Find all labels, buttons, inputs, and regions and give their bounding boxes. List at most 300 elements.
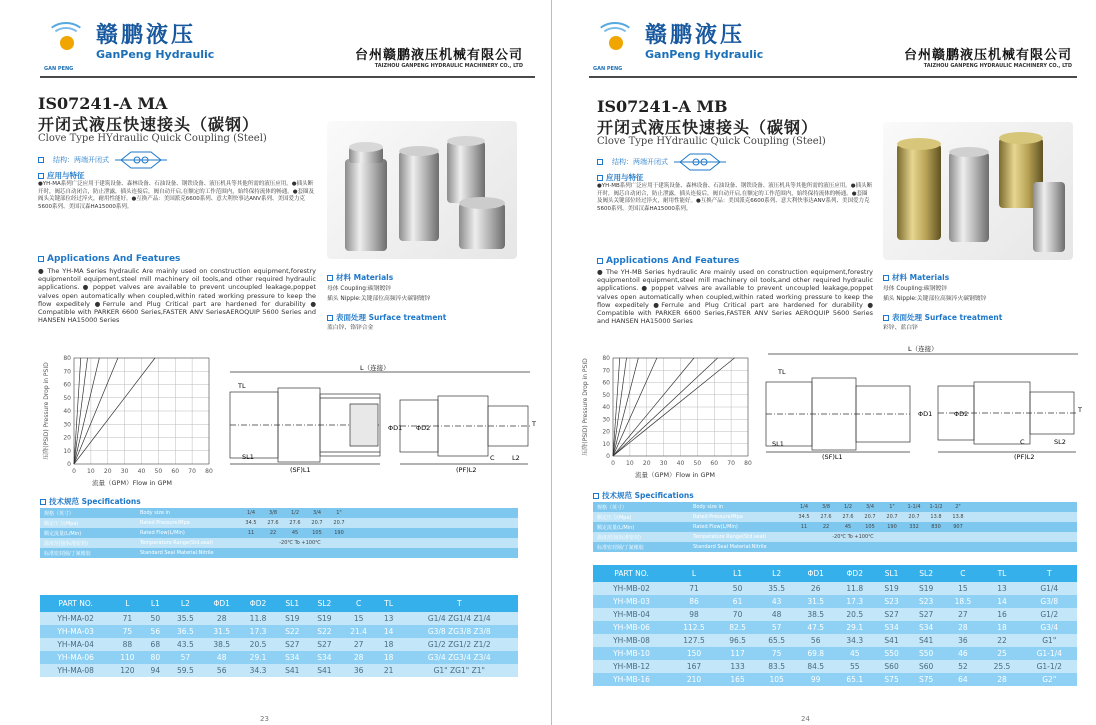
spec-value: 27.6 <box>267 520 279 526</box>
table-row <box>40 625 518 638</box>
table-cell: 110 <box>111 651 143 664</box>
spec-values <box>240 530 350 536</box>
spec-value: 1-1/4 <box>907 504 921 510</box>
spec-value: 20.7 <box>864 514 876 520</box>
y-tick-label: 40 <box>63 408 71 415</box>
x-tick-label: 0 <box>611 460 615 467</box>
table-cell: 69.8 <box>796 647 835 660</box>
table-cell: 16 <box>982 608 1021 621</box>
table-cell: S27 <box>909 608 944 621</box>
column-header: TL <box>982 565 1021 582</box>
spec-label-cn: 标准密封圈/丁氰橡胶 <box>44 550 91 557</box>
table-cell: 48 <box>757 608 796 621</box>
table-cell: G3/4 ZG3/4 Z3/4 <box>401 651 518 664</box>
table-cell: 13 <box>377 612 401 625</box>
pressure-drop-chart <box>40 352 215 480</box>
table-cell: 55 <box>835 660 874 673</box>
spec-value: 45 <box>291 530 299 536</box>
table-cell: S27 <box>308 638 340 651</box>
column-header: L <box>670 565 718 582</box>
table-cell: 210 <box>670 673 718 686</box>
table-cell: 21 <box>377 664 401 677</box>
table-cell: S27 <box>276 638 308 651</box>
spec-value: 105 <box>865 524 875 530</box>
table-cell: 28 <box>982 673 1021 686</box>
structure-label: 结构：两端开闭式 <box>38 150 167 170</box>
table-cell: 71 <box>111 612 143 625</box>
table-cell: 25.5 <box>982 660 1021 673</box>
table-row <box>593 582 1077 595</box>
column-header: T <box>1022 565 1077 582</box>
pressure-drop-chart <box>579 352 754 472</box>
table-cell: S34 <box>909 621 944 634</box>
dimension-label: ΦD2 <box>416 424 431 432</box>
column-header: ΦD2 <box>835 565 874 582</box>
column-header: PART NO. <box>40 595 111 612</box>
spec-value: 1/2 <box>843 504 853 510</box>
table-cell: S27 <box>874 608 909 621</box>
product-photo <box>883 122 1073 260</box>
table-cell: 11.8 <box>240 612 276 625</box>
spec-label-cn: 规格（英寸） <box>597 504 628 511</box>
dimension-label: (PF)L2 <box>1014 453 1035 461</box>
table-cell: 98 <box>670 608 718 621</box>
table-cell: 36 <box>943 634 982 647</box>
product-photo <box>327 121 517 259</box>
spec-label-cn: 额定压力(Mpa) <box>44 520 79 527</box>
dimension-label: T <box>532 420 536 428</box>
spec-value: 20.7 <box>311 520 323 526</box>
table-cell: 165 <box>718 673 757 686</box>
table-cell: 15 <box>340 612 376 625</box>
structure-label: 结构：两端开闭式 <box>597 152 726 172</box>
product-title-en: Clove Type HYdraulic Quick Coupling (Steel) <box>597 136 826 147</box>
column-header: L <box>111 595 143 612</box>
surface-text: 蓝白锌、铬锌合金 <box>327 325 374 331</box>
spec-label-en: Temperature Range(Std.seal) <box>140 540 214 546</box>
column-header: T <box>401 595 518 612</box>
table-cell: 28 <box>204 612 240 625</box>
table-cell: 70 <box>718 608 757 621</box>
dimension-label: C <box>490 454 495 462</box>
spec-value: 11 <box>247 530 255 536</box>
y-tick-label: 20 <box>602 428 610 436</box>
product-title-en: Clove Type HYdraulic Quick Coupling (Steel) <box>38 133 267 144</box>
table-cell: 20.5 <box>835 608 874 621</box>
chart-x-label: 流量（GPM）Flow in GPM <box>92 479 173 487</box>
spec-value: 3/4 <box>312 510 322 516</box>
spec-value: 1/4 <box>799 504 809 510</box>
table-cell: 14 <box>377 625 401 638</box>
table-cell: YH-MB-06 <box>593 621 670 634</box>
x-tick-label: 50 <box>154 468 163 475</box>
spec-value: 20.7 <box>886 514 898 520</box>
spec-row <box>40 538 518 548</box>
table-cell: YH-MB-03 <box>593 595 670 608</box>
y-tick-label: 50 <box>63 394 71 402</box>
product-title-cn: 开闭式液压快速接头（碳钢） <box>38 115 260 134</box>
dimension-label: TL <box>238 382 246 390</box>
table-header-row <box>593 565 1077 582</box>
dimension-label: (PF)L2 <box>456 466 477 474</box>
spec-value: 27.6 <box>289 520 301 526</box>
table-cell: S41 <box>276 664 308 677</box>
table-cell: 38.5 <box>204 638 240 651</box>
spec-label-cn: 标准密封圈/丁氰橡胶 <box>597 544 644 551</box>
table-cell: 45 <box>835 647 874 660</box>
table-cell: 17.3 <box>835 595 874 608</box>
table-cell: YH-MA-06 <box>40 651 111 664</box>
x-tick-label: 50 <box>693 460 702 467</box>
spec-values <box>793 534 913 540</box>
y-tick-label: 80 <box>602 355 610 362</box>
surface-text: 彩锌、蓝白锌 <box>883 325 918 331</box>
table-cell: 22 <box>982 634 1021 647</box>
table-cell: 27 <box>943 608 982 621</box>
table-cell: 167 <box>670 660 718 673</box>
table-cell: 36 <box>340 664 376 677</box>
ganpeng-logo-icon: GAN PENG <box>593 22 637 62</box>
column-header: ΦD1 <box>796 565 835 582</box>
table-cell: 94 <box>143 664 167 677</box>
spec-label-en: Rated Pressure/Mpa <box>693 514 743 520</box>
page-number: 23 <box>260 715 269 723</box>
table-cell: G1-1/4 <box>1022 647 1077 660</box>
table-cell: S19 <box>909 582 944 595</box>
table-cell: S34 <box>874 621 909 634</box>
column-header: L1 <box>143 595 167 612</box>
column-header: SL1 <box>874 565 909 582</box>
spec-value: 27.6 <box>842 514 854 520</box>
spec-value: 34.5 <box>798 514 810 520</box>
y-tick-label: 70 <box>63 368 71 376</box>
x-tick-label: 30 <box>120 468 129 475</box>
spec-row <box>593 542 1077 552</box>
materials-text: 母体 Coupling:碳钢镀锌 插头 Nipple:关键部位高频淬火碳钢镀锌 <box>883 286 987 302</box>
table-cell: G1/2 <box>1022 608 1077 621</box>
column-header: TL <box>377 595 401 612</box>
table-cell: 34.3 <box>240 664 276 677</box>
column-header: L1 <box>718 565 757 582</box>
table-cell: G3/4 <box>1022 621 1077 634</box>
x-tick-label: 10 <box>87 468 95 475</box>
table-cell: G1/2 ZG1/2 Z1/2 <box>401 638 518 651</box>
table-cell: S34 <box>276 651 308 664</box>
x-tick-label: 20 <box>103 468 112 475</box>
spec-table <box>40 508 518 558</box>
apply-text-en: ● The YH-MB Series hydraulic Are mainly used on construction equipment,forestry equipmentoil equipment,steel mill machinery oil tools,and other required hydraulic applications. ● poppet valves are available to prevent uncoupled leakage,poppet valves open automatically when coupled,within rated working pressure to keep the flow expeditely ●Ferrule and Plug Critical part are hardened for durability ● Compatible with PARKER 6600 Series,FASTER ANV Series AEROQUIP 5600 Series and HANSEN HA15000 Series <box>597 268 873 326</box>
brand-name-en: GanPeng Hydraulic <box>645 47 764 61</box>
dimension-drawing <box>758 342 1088 462</box>
surface-heading: 表面处理 Surface treatment <box>327 312 446 323</box>
x-tick-label: 30 <box>659 460 668 467</box>
spec-value: 190 <box>334 530 344 536</box>
table-cell: 52 <box>943 660 982 673</box>
table-cell: 13 <box>982 582 1021 595</box>
dimension-label: C <box>1020 438 1025 446</box>
spec-value: 27.6 <box>820 514 832 520</box>
spec-row <box>40 528 518 538</box>
table-cell: 36.5 <box>167 625 203 638</box>
table-cell: S22 <box>276 625 308 638</box>
column-header: SL2 <box>308 595 340 612</box>
table-cell: YH-MB-12 <box>593 660 670 673</box>
x-tick-label: 80 <box>205 468 213 475</box>
spec-value: 1" <box>336 510 342 516</box>
x-tick-label: 20 <box>642 460 651 467</box>
table-cell: 84.5 <box>796 660 835 673</box>
length-label: L（连接） <box>908 345 938 353</box>
spec-value: 1/4 <box>246 510 256 516</box>
dimension-label: SL1 <box>242 453 254 461</box>
dimension-label: (SF)L1 <box>290 466 311 474</box>
y-tick-label: 20 <box>63 434 71 442</box>
table-row <box>40 638 518 651</box>
spec-label-cn: 额定流量(L/Min) <box>44 530 82 537</box>
table-cell: 17.3 <box>240 625 276 638</box>
spec-heading: 技术规范 Specifications <box>593 490 694 501</box>
coupling-symbol-icon <box>674 152 726 172</box>
dimension-label: ΦD2 <box>954 410 969 418</box>
table-cell: 48 <box>204 651 240 664</box>
table-cell: YH-MB-08 <box>593 634 670 647</box>
table-cell: 28 <box>340 651 376 664</box>
column-header: PART NO. <box>593 565 670 582</box>
parts-table <box>40 595 518 677</box>
coupling-symbol-icon <box>115 150 167 170</box>
table-cell: 56 <box>204 664 240 677</box>
spec-label-en: Rated Flow(L/Min) <box>693 524 738 530</box>
table-cell: 35.5 <box>167 612 203 625</box>
table-cell: 112.5 <box>670 621 718 634</box>
table-cell: 14 <box>982 595 1021 608</box>
y-tick-label: 30 <box>602 416 610 424</box>
company-name: 台州赣鹏液压机械有限公司 TAIZHOU GANPENG HYDRAULIC MACHINERY CO., LTD <box>903 48 1072 69</box>
materials-heading: 材料 Materials <box>883 272 949 283</box>
table-cell: S19 <box>308 612 340 625</box>
table-cell: 46 <box>943 647 982 660</box>
brand-name-en: GanPeng Hydraulic <box>96 47 215 61</box>
spec-value: 830 <box>931 524 941 530</box>
table-cell: YH-MA-02 <box>40 612 111 625</box>
spec-row <box>593 502 1077 512</box>
x-tick-label: 70 <box>727 460 735 467</box>
table-cell: 20.5 <box>240 638 276 651</box>
page-number: 24 <box>801 715 810 723</box>
table-cell: S60 <box>909 660 944 673</box>
table-cell: G1/4 <box>1022 582 1077 595</box>
table-cell: 43 <box>757 595 796 608</box>
spec-values <box>793 504 969 510</box>
table-cell: 86 <box>670 595 718 608</box>
table-cell: 28 <box>943 621 982 634</box>
spec-values <box>793 524 969 530</box>
spec-value: 11 <box>800 524 808 530</box>
table-cell: 127.5 <box>670 634 718 647</box>
spec-label-cn: 规格（英寸） <box>44 510 75 517</box>
table-cell: S41 <box>874 634 909 647</box>
spec-values <box>240 520 350 526</box>
chart-x-label: 流量（GPM）Flow in GPM <box>635 471 716 479</box>
spec-value: 190 <box>887 524 897 530</box>
table-cell: 35.5 <box>757 582 796 595</box>
spec-value: 13.8 <box>952 514 964 520</box>
apply-heading-en: Applications And Features <box>38 254 180 264</box>
table-cell: 29.1 <box>835 621 874 634</box>
table-cell: 31.5 <box>796 595 835 608</box>
table-cell: S34 <box>308 651 340 664</box>
table-cell: 133 <box>718 660 757 673</box>
table-row <box>593 634 1077 647</box>
table-row <box>593 608 1077 621</box>
table-cell: 96.5 <box>718 634 757 647</box>
table-cell: S19 <box>874 582 909 595</box>
table-row <box>40 651 518 664</box>
table-cell: 65.1 <box>835 673 874 686</box>
spec-value: 22 <box>822 524 830 530</box>
column-header: SL1 <box>276 595 308 612</box>
spec-label-en: Temperature Range(Std.seal) <box>693 534 767 540</box>
table-cell: S41 <box>308 664 340 677</box>
table-cell: 150 <box>670 647 718 660</box>
dimension-drawing <box>220 364 540 476</box>
table-cell: S23 <box>874 595 909 608</box>
spec-label-en: Standard Seal Material:Nitrile <box>693 544 767 550</box>
table-row <box>593 660 1077 673</box>
table-row <box>593 621 1077 634</box>
apply-heading-cn: 应用与特征 <box>38 170 85 181</box>
parts-table <box>593 565 1077 686</box>
table-cell: 27 <box>340 638 376 651</box>
y-tick-label: 60 <box>63 381 71 389</box>
table-cell: 68 <box>143 638 167 651</box>
dimension-label: T <box>1078 406 1082 414</box>
dimension-label: SL1 <box>772 440 784 448</box>
table-cell: G2" <box>1022 673 1077 686</box>
column-header: C <box>340 595 376 612</box>
spec-values <box>793 514 969 520</box>
length-label: L（连接） <box>360 364 390 372</box>
spec-value: 907 <box>953 524 963 530</box>
x-tick-label: 40 <box>676 460 685 467</box>
spec-label-cn: 温度范围(标准密封) <box>597 534 641 541</box>
y-tick-label: 30 <box>63 421 71 429</box>
dimension-label: (SF)L1 <box>822 453 843 461</box>
table-cell: 65.5 <box>757 634 796 647</box>
table-cell: G1" <box>1022 634 1077 647</box>
column-header: L2 <box>757 565 796 582</box>
table-cell: YH-MB-02 <box>593 582 670 595</box>
table-cell: 105 <box>757 673 796 686</box>
table-cell: 18 <box>377 651 401 664</box>
table-cell: G3/8 ZG3/8 Z3/8 <box>401 625 518 638</box>
spec-row <box>40 518 518 528</box>
spec-value: -20℃ To +100℃ <box>832 534 874 540</box>
spec-label-en: Body size in <box>140 510 171 516</box>
y-tick-label: 50 <box>602 391 610 399</box>
table-cell: 25 <box>982 647 1021 660</box>
column-header: ΦD1 <box>204 595 240 612</box>
model-title: IS07241-A MB <box>597 97 728 116</box>
apply-text-cn: ●YH-MA系列广泛应用于建筑设备、森林设备、石油设备、钢铁设备、液压机具等其他所需的液压应用。●插头断开时，阀芯自动闭合，防止泄露，插头连接后，阀自动开启,在额定的工作范围内，始终保持流体的畅通。●套圈及阀头关键部位经过淬火，耐用性能好。●互换产品：美国派克6600系列、意大利快事达ANV系列、美国爱力克5600系列、美国汉森HA15000系列。 <box>38 181 315 210</box>
table-cell: 18 <box>982 621 1021 634</box>
table-cell: S41 <box>909 634 944 647</box>
company-name: 台州赣鹏液压机械有限公司 TAIZHOU GANPENG HYDRAULIC MACHINERY CO., LTD <box>354 48 523 69</box>
y-tick-label: 70 <box>602 367 610 375</box>
table-cell: YH-MA-08 <box>40 664 111 677</box>
spec-value: 1-1/2 <box>929 504 943 510</box>
table-cell: 38.5 <box>796 608 835 621</box>
table-cell: 80 <box>143 651 167 664</box>
column-header: C <box>943 565 982 582</box>
table-row <box>40 612 518 625</box>
materials-text: 母体 Coupling:碳钢镀锌 插头 Nipple:关键部位高频淬火碳钢镀锌 <box>327 286 431 302</box>
y-tick-label: 10 <box>63 447 71 455</box>
apply-heading-en: Applications And Features <box>597 256 739 266</box>
brand-logo <box>44 22 215 72</box>
table-cell: 18 <box>377 638 401 651</box>
table-cell: 47.5 <box>796 621 835 634</box>
table-cell: G1/4 ZG1/4 Z1/4 <box>401 612 518 625</box>
spec-row <box>593 512 1077 522</box>
spec-label-cn: 额定流量(L/Min) <box>597 524 635 531</box>
y-tick-label: 0 <box>67 461 71 468</box>
table-cell: 57 <box>167 651 203 664</box>
spec-value: 105 <box>312 530 322 536</box>
table-cell: 99 <box>796 673 835 686</box>
spec-row <box>40 548 518 558</box>
table-cell: 29.1 <box>240 651 276 664</box>
spec-value: 2" <box>955 504 961 510</box>
table-cell: S50 <box>874 647 909 660</box>
spec-table <box>593 502 1077 552</box>
table-cell: 43.5 <box>167 638 203 651</box>
spec-value: 22 <box>269 530 277 536</box>
spec-heading: 技术规范 Specifications <box>40 496 141 507</box>
spec-value: -20℃ To +100℃ <box>279 540 321 546</box>
table-cell: 50 <box>143 612 167 625</box>
table-cell: G1-1/2 <box>1022 660 1077 673</box>
spec-value: 3/8 <box>268 510 278 516</box>
dimension-label: TL <box>778 368 786 376</box>
spec-value: 3/4 <box>865 504 875 510</box>
table-row <box>40 664 518 677</box>
dimension-label: SL2 <box>1054 438 1066 446</box>
apply-text-cn: ●YH-MB系列广泛应用于建筑设备、森林设备、石油设备、钢铁设备、液压机具等其他所需的液压应用。●插头断开时，阀芯自动闭合，防止泄露，插头连接后，阀自动开启,在额定的工作范围内，始终保持流体的畅通。●套圈及阀头关键部位经过淬火，耐用性能好。●互换产品：美国派克6600系列、意大利快事达ANV系列、美国爱力克5600系列、美国汉森HA15000系列。 <box>597 183 873 212</box>
table-cell: G3/8 <box>1022 595 1077 608</box>
spec-values <box>240 510 350 516</box>
x-tick-label: 60 <box>710 460 719 467</box>
spec-label-en: Standard Seal Material:Nitrile <box>140 550 214 556</box>
table-cell: YH-MB-10 <box>593 647 670 660</box>
table-cell: 56 <box>143 625 167 638</box>
spec-value: 13.8 <box>930 514 942 520</box>
right-page <box>553 0 1096 725</box>
spec-row <box>593 522 1077 532</box>
ganpeng-logo-icon: GAN PENG <box>44 22 88 62</box>
column-header: ΦD2 <box>240 595 276 612</box>
spec-value: 1/2 <box>290 510 300 516</box>
apply-heading-cn: 应用与特征 <box>597 172 644 183</box>
column-header: SL2 <box>909 565 944 582</box>
table-cell: 31.5 <box>204 625 240 638</box>
x-tick-label: 0 <box>72 468 76 475</box>
table-cell: G1" ZG1" Z1" <box>401 664 518 677</box>
spec-value: 1" <box>889 504 895 510</box>
table-cell: S22 <box>308 625 340 638</box>
dimension-label: ΦD1 <box>918 410 933 418</box>
spec-value: 34.5 <box>245 520 257 526</box>
